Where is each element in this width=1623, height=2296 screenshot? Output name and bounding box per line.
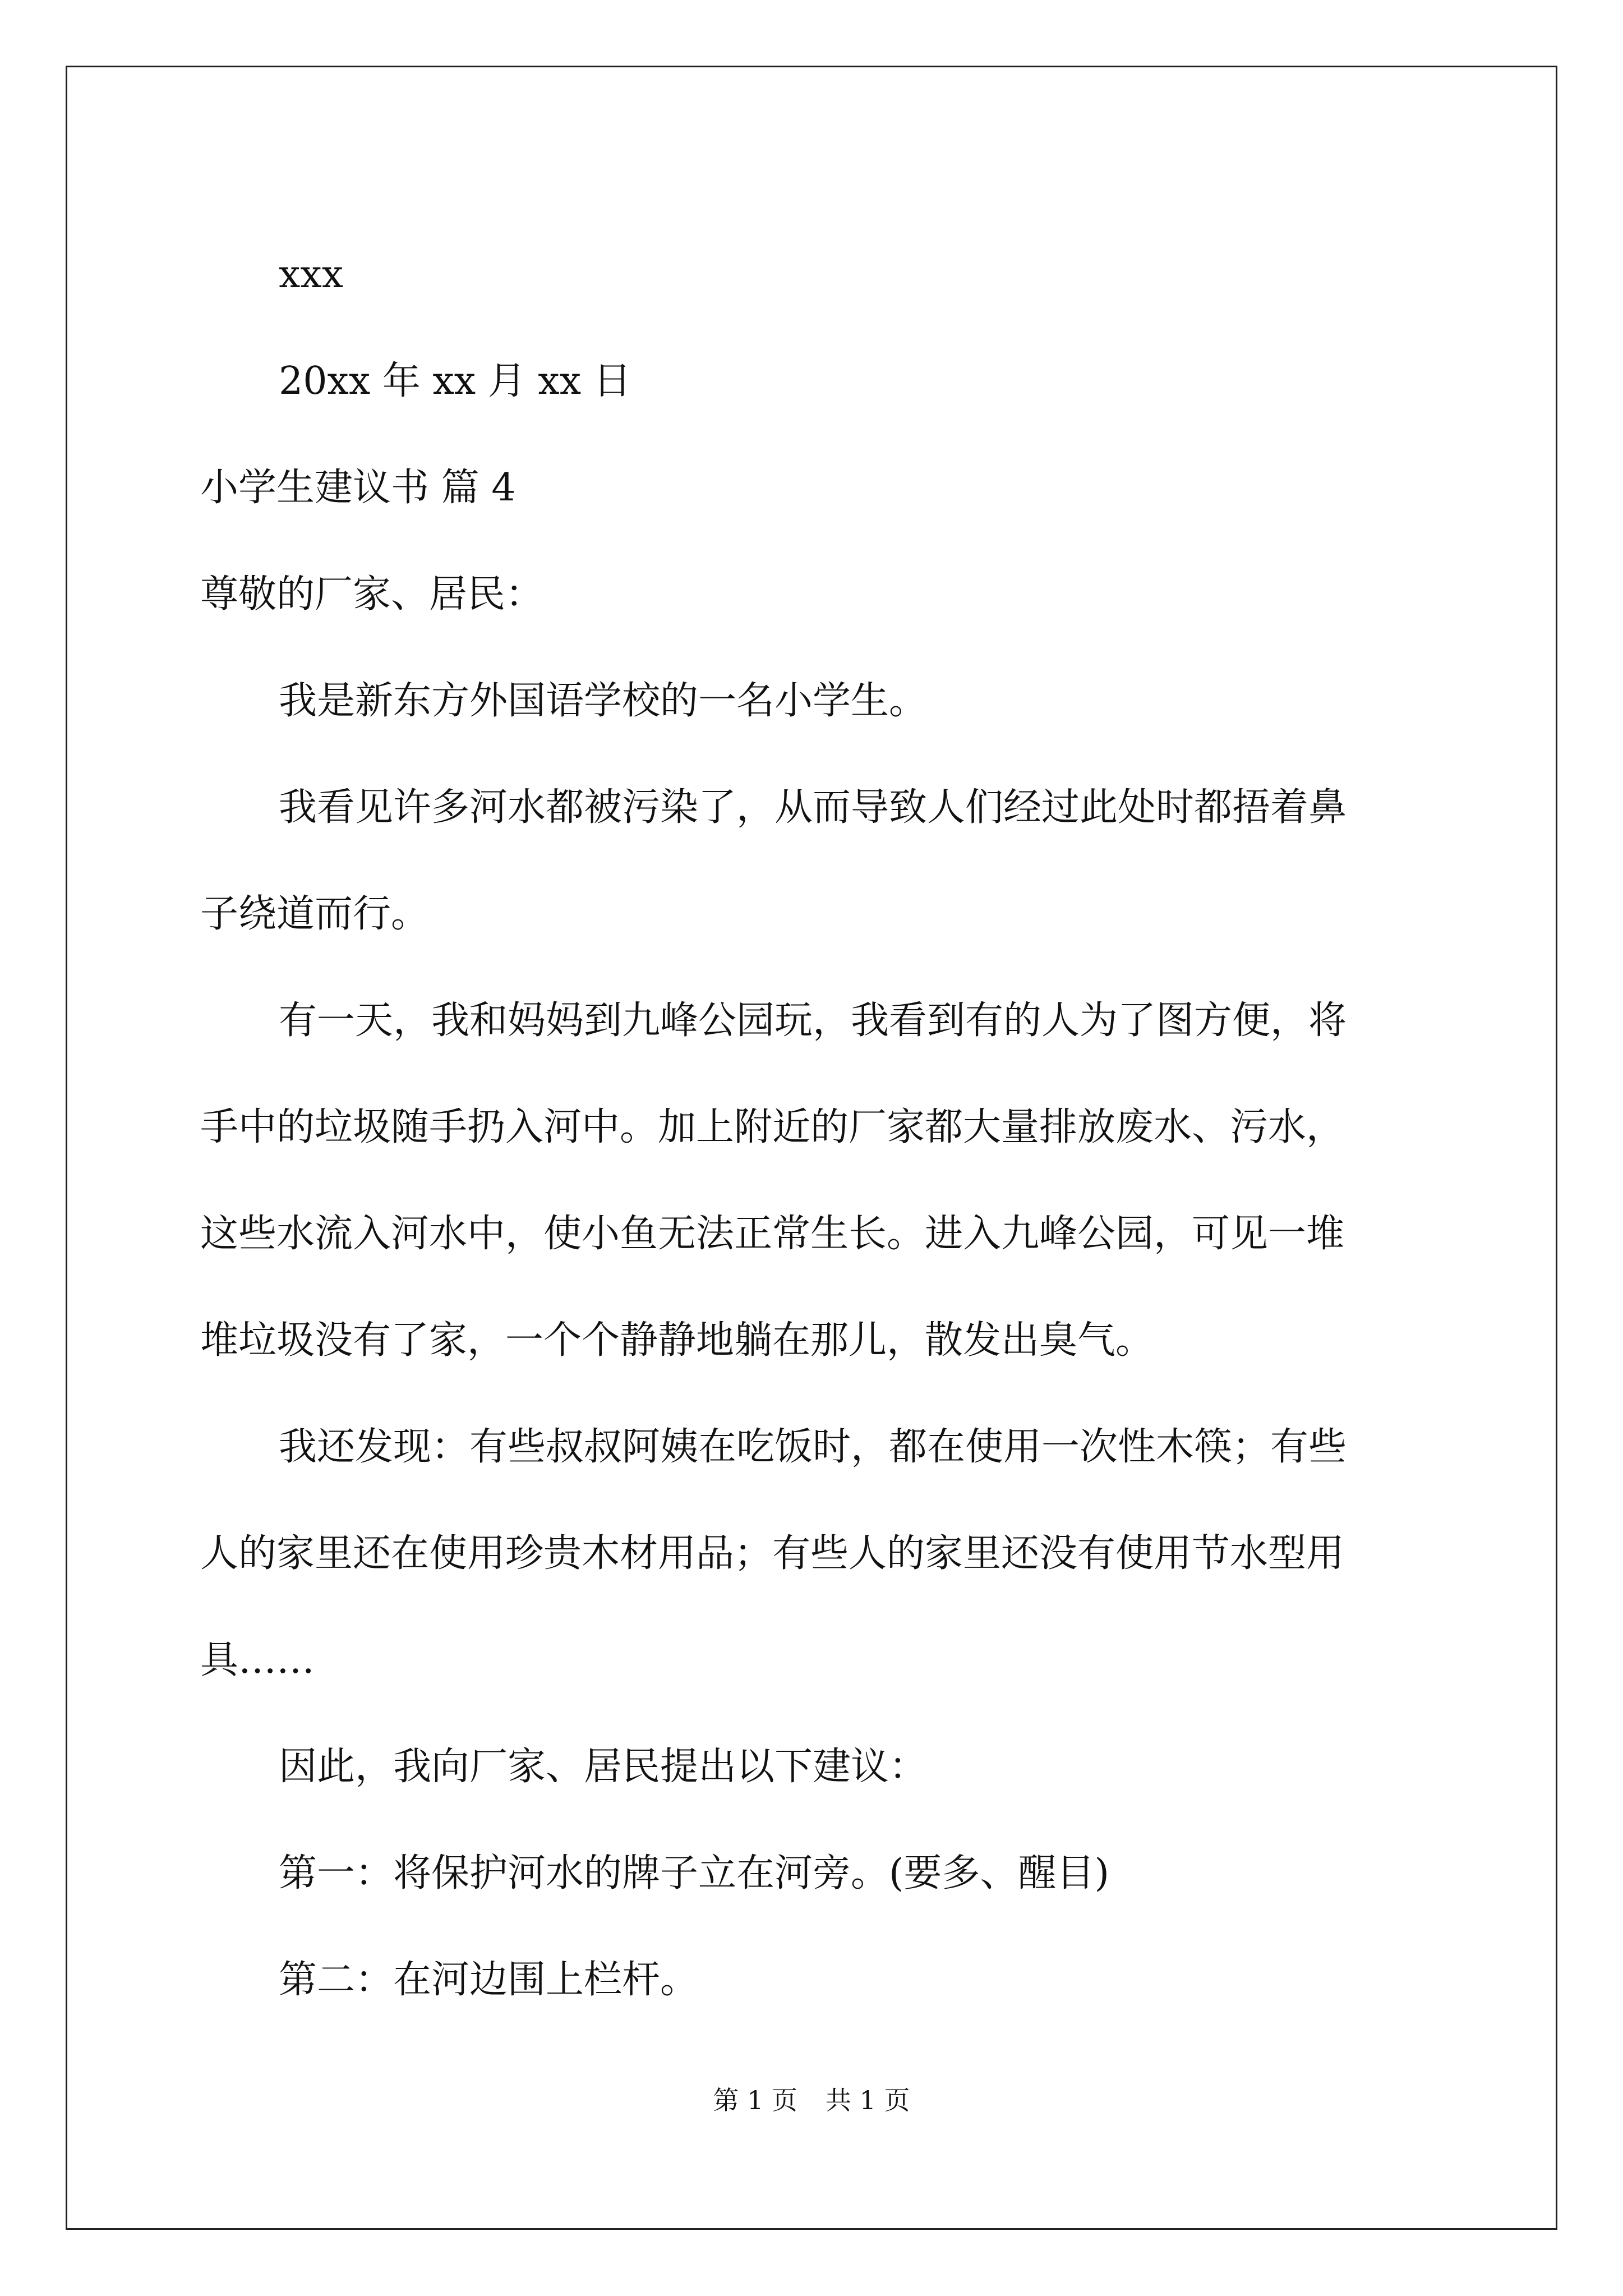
- page-footer: [0, 2083, 1623, 2117]
- paragraph-line: 因此，我向厂家、居民提出以下建议：: [279, 1745, 928, 1789]
- section-heading: 小学生建议书 篇 4: [200, 466, 516, 510]
- paragraph-line: 手中的垃圾随手扔入河中。加上附近的厂家都大量排放废水、污水，: [200, 1105, 1345, 1149]
- page-number: 第 1 页: [713, 2085, 797, 2115]
- paragraph-line: 我是新东方外国语学校的一名小学生。: [279, 679, 928, 723]
- signature-name: xxx: [279, 252, 344, 297]
- paragraph-line: 我还发现：有些叔叔阿姨在吃饭时，都在使用一次性木筷；有些: [279, 1425, 1347, 1469]
- document-body: [200, 222, 1434, 2033]
- paragraph-line: 具……: [200, 1638, 315, 1682]
- signature-date: 20xx 年 xx 月 xx 日: [279, 359, 631, 403]
- paragraph-line: 堆垃圾没有了家，一个个静静地躺在那儿，散发出臭气。: [200, 1318, 1154, 1363]
- page-total: 共 1 页: [826, 2085, 910, 2115]
- suggestion-item: 第一：将保护河水的牌子立在河旁。(要多、醒目): [279, 1851, 1110, 1895]
- suggestion-item: 第二：在河边围上栏杆。: [279, 1958, 699, 2002]
- paragraph-line: 子绕道而行。: [200, 892, 430, 936]
- paragraph-line: 这些水流入河水中，使小鱼无法正常生长。进入九峰公园，可见一堆: [200, 1212, 1345, 1256]
- paragraph-line: 有一天，我和妈妈到九峰公园玩，我看到有的人为了图方便，将: [279, 999, 1347, 1043]
- paragraph-line: 人的家里还在使用珍贵木材用品；有些人的家里还没有使用节水型用: [200, 1531, 1345, 1576]
- salutation: 尊敬的厂家、居民：: [200, 572, 544, 616]
- paragraph-line: 我看见许多河水都被污染了，从而导致人们经过此处时都捂着鼻: [279, 785, 1347, 830]
